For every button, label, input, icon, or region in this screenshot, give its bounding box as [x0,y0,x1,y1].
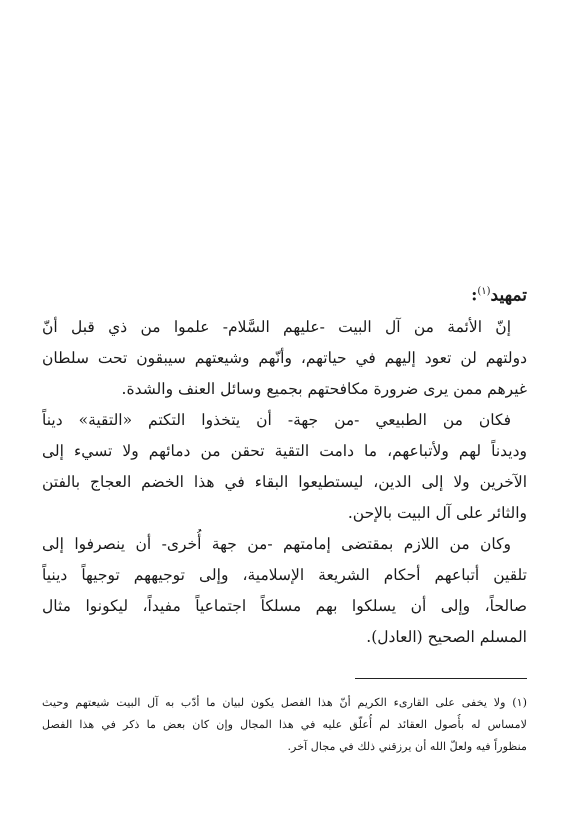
text-line: والثائر على آل البيت بالإحن. [347,504,527,522]
footnote-line: لامساس له بأُصول العقائد لم أُعلّق عليه في هذا المجال وإن كان بعض ما ذكر في هذا الفصل [42,718,527,731]
footnote-separator [355,678,527,679]
text-line: فكان من الطبيعي -من جهة- أن يتخذوا التكتم «التقية» ديناً [42,411,511,429]
text-line: وديدناً لهم ولأتباعهم، ما دامت التقية تحقن من دمائهم ولا تسيء إلى [42,442,527,460]
heading-colon: : [471,285,478,306]
text-line: المسلم الصحيح (العادل). [366,628,527,646]
footnote [42,692,527,758]
footnote-line: منظوراً فيه ولعلّ الله أن يرزقني ذلك في مجال آخر. [287,740,527,753]
text-line: غيرهم ممن يرى ضرورة مكافحتهم بجميع وسائل العنف والشدة. [121,380,527,398]
text-line: دولتهم لن تعود إليهم في حياتهم، وأنّهم وشيعتهم سيبقون تحت سلطان [42,349,527,367]
text-line: إنّ الأئمة من آل البيت -عليهم السَّلام- علموا من ذي قبل أنّ [42,318,511,336]
paragraph-2 [42,405,527,529]
footnote-reference[interactable]: (١) [477,286,491,297]
text-line: الآخرين ولا إلى الدين، ليستطيعوا البقاء في هذا الخضم العجاج بالفتن [42,473,527,491]
paragraph-1 [42,312,527,405]
footnote-line: (١) ولا يخفى على القارىء الكريم أنّ هذا الفصل يكون لبيان ما أدّب به آل البيت شيعتهم وحيث [42,696,527,709]
text-line: تلقين أتباعهم أحكام الشريعة الإسلامية، وإلى توجيههم توجيهاً دينياً [42,566,527,584]
paragraph-3 [42,529,527,653]
text-line: صالحاً، وإلى أن يسلكوا بهم مسلكاً اجتماعياً مفيداً، ليكونوا مثال [42,597,527,615]
text-line: وكان من اللازم بمقتضى إمامتهم -من جهة أُخرى- أن ينصرفوا إلى [42,535,511,553]
heading-text: تمهيد [490,285,527,306]
section-heading [471,278,527,310]
main-text [42,312,527,653]
